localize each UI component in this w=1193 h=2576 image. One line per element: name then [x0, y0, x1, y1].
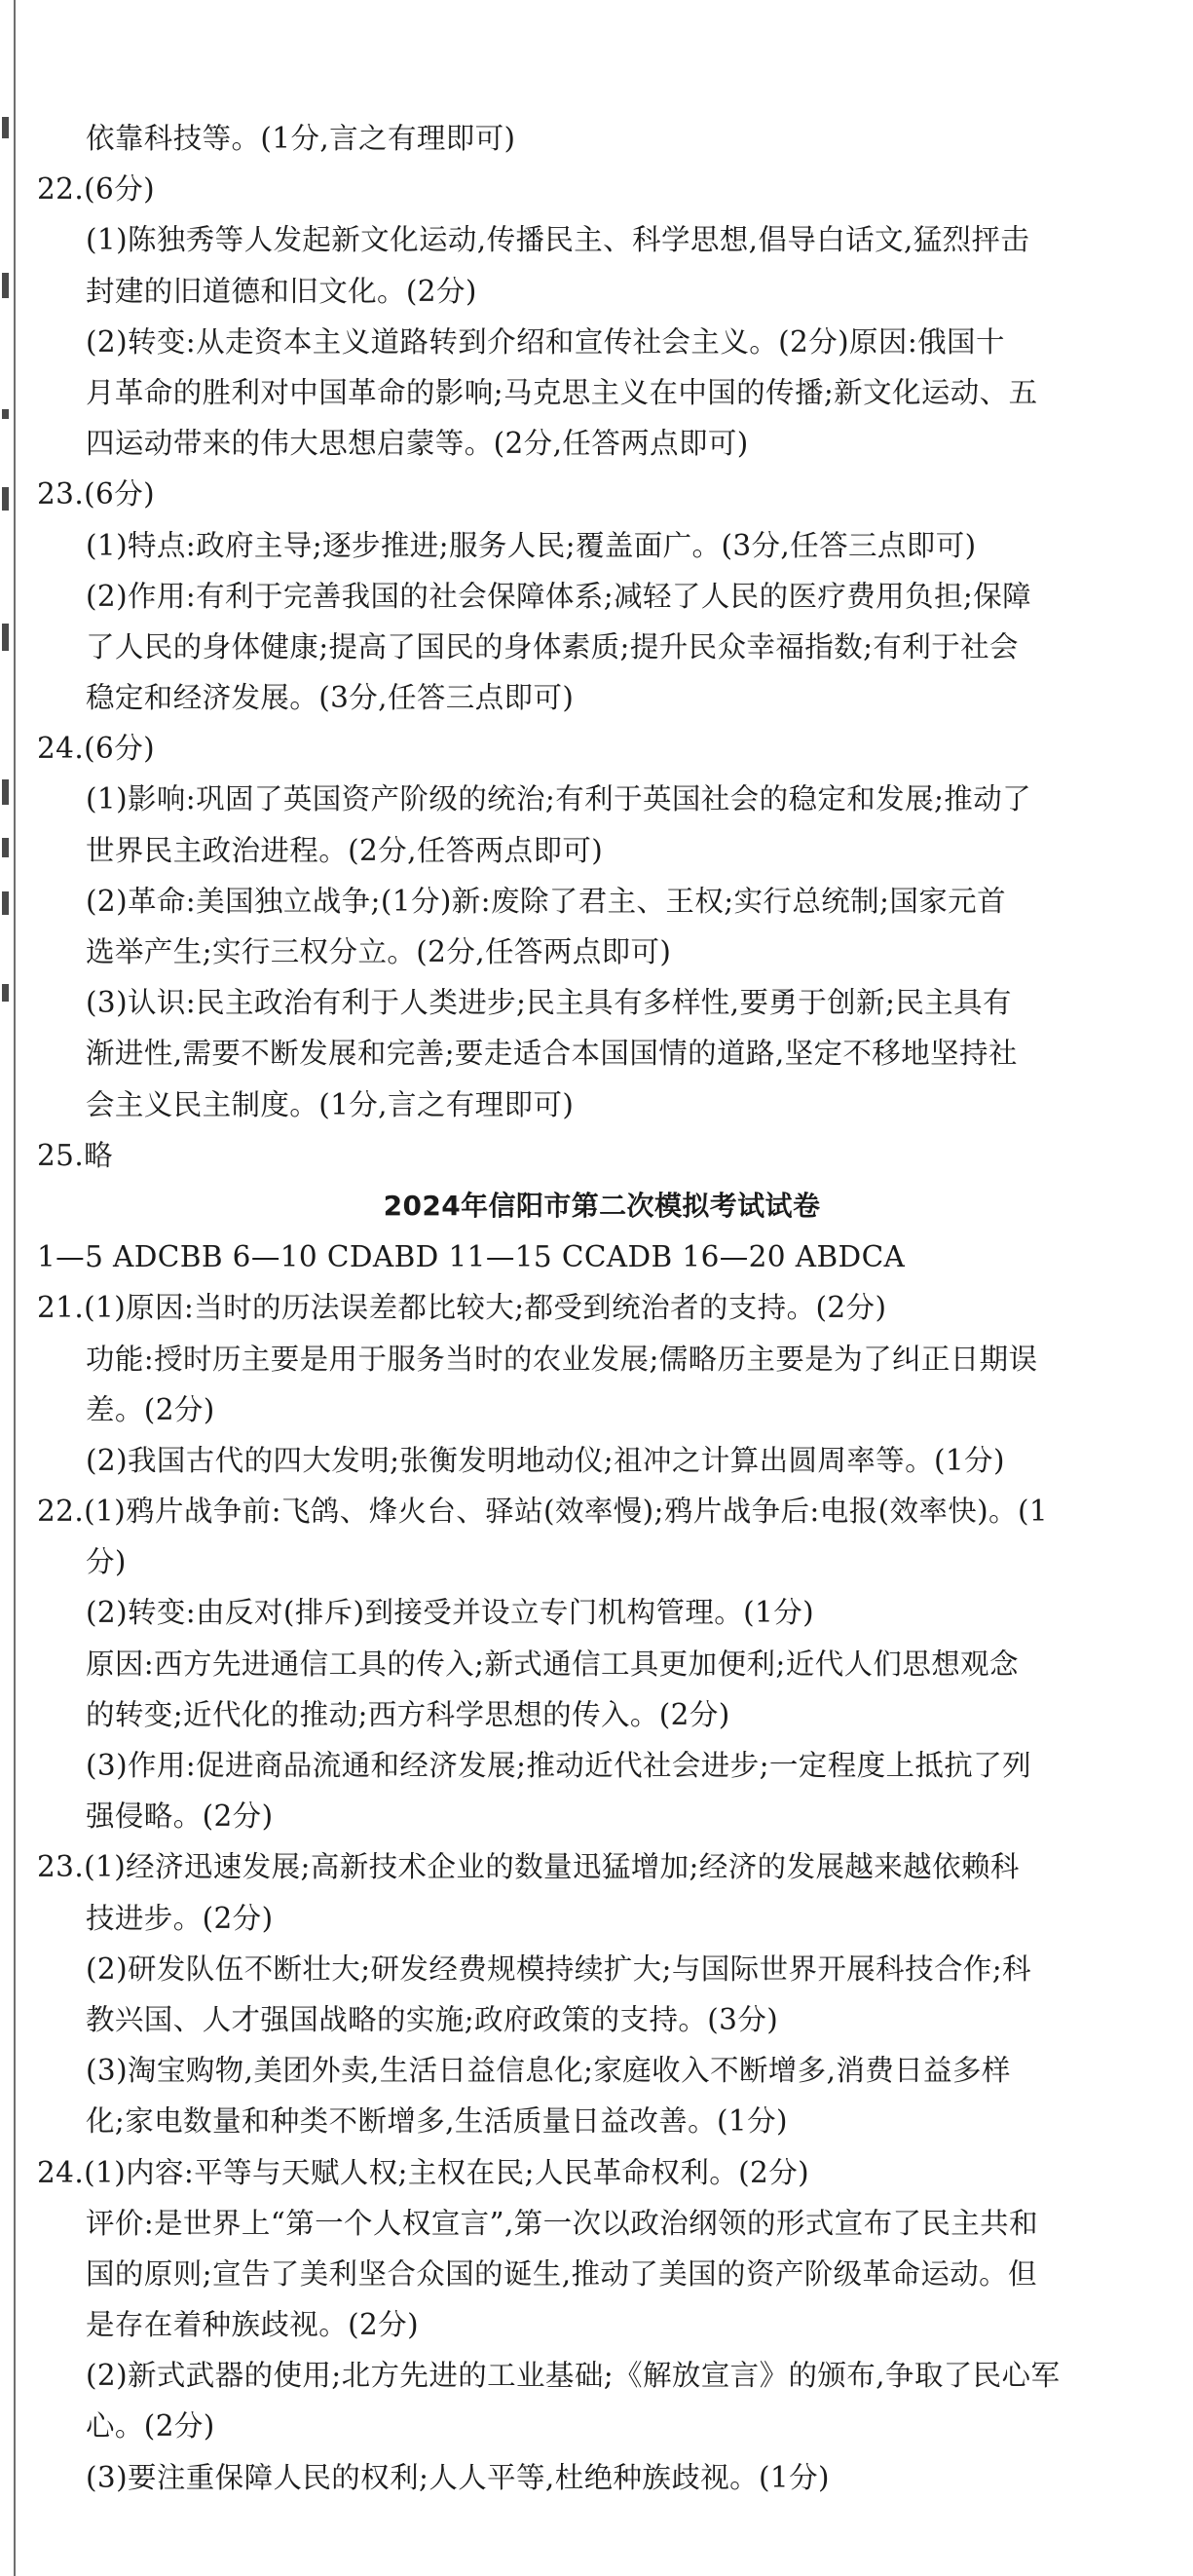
answer-line: 稳定和经济发展。(3分,任答三点即可) [86, 681, 575, 715]
answer-line: 世界民主政治进程。(2分,任答两点即可) [86, 833, 604, 867]
answer-line: 原因:西方先进通信工具的传入;新式通信工具更加便利;近代人们思想观念 [86, 1647, 1019, 1681]
answer-line: (1)影响:巩固了英国资产阶级的统治;有利于英国社会的稳定和发展;推动了 [86, 782, 1032, 816]
binding-margin-line [14, 0, 16, 2576]
margin-mark [2, 838, 9, 857]
section-heading: 2024年信阳市第二次模拟考试试卷 [383, 1189, 821, 1222]
multiple-choice-answers: 1—5 ADCBB 6—10 CDABD 11—15 CCADB 16—20 ABDCA [37, 1240, 906, 1274]
answer-line: 选举产生;实行三权分立。(2分,任答两点即可) [86, 935, 672, 968]
answer-line: 依靠科技等。(1分,言之有理即可) [86, 122, 516, 155]
answer-line: 化;家电数量和种类不断增多,生活质量日益改善。(1分) [86, 2104, 788, 2139]
question-line: 22.(6分) [37, 172, 156, 207]
margin-mark [2, 624, 9, 651]
answer-line: (2)革命:美国独立战争;(1分)新:废除了君主、王权;实行总统制;国家元首 [86, 884, 1006, 918]
answer-line: (1)陈独秀等人发起新文化运动,传播民主、科学思想,倡导白话文,猛烈抨击 [86, 223, 1030, 257]
margin-mark [2, 487, 9, 511]
answer-line: 是存在着种族歧视。(2分) [86, 2308, 419, 2342]
answer-line: (2)作用:有利于完善我国的社会保障体系;减轻了人民的医疗费用负担;保障 [86, 579, 1032, 613]
answer-line: (3)作用:促进商品流通和经济发展;推动近代社会进步;一定程度上抵抗了列 [86, 1749, 1032, 1782]
answer-line: 技进步。(2分) [86, 1901, 274, 1935]
question-line: 23.(1)经济迅速发展;高新技术企业的数量迅猛增加;经济的发展越来越依赖科 [37, 1850, 1020, 1884]
margin-mark [2, 984, 9, 1002]
answer-line: 渐进性,需要不断发展和完善;要走适合本国国情的道路,坚定不移地坚持社 [86, 1037, 1018, 1071]
question-line: 24.(6分) [37, 732, 156, 766]
answer-line: (2)新式武器的使用;北方先进的工业基础;《解放宣言》的颁布,争取了民心军 [86, 2359, 1061, 2393]
answer-line: (2)我国古代的四大发明;张衡发明地动仪;祖冲之计算出圆周率等。(1分) [86, 1443, 1005, 1477]
answer-line: 月革命的胜利对中国革命的影响;马克思主义在中国的传播;新文化运动、五 [86, 375, 1038, 409]
margin-mark [2, 891, 9, 915]
answer-line: 会主义民主制度。(1分,言之有理即可) [86, 1087, 575, 1121]
answer-line: 教兴国、人才强国战略的实施;政府政策的支持。(3分) [86, 2002, 779, 2036]
answer-line: 四运动带来的伟大思想启蒙等。(2分,任答两点即可) [86, 427, 749, 461]
answer-line: 的转变;近代化的推动;西方科学思想的传入。(2分) [86, 1697, 730, 1731]
margin-mark [2, 117, 9, 138]
answer-line: (2)研发队伍不断壮大;研发经费规模持续扩大;与国际世界开展科技合作;科 [86, 1951, 1032, 1986]
answer-line: 评价:是世界上“第一个人权宣言”,第一次以政治纲领的形式宣布了民主共和 [86, 2206, 1038, 2240]
margin-mark [2, 409, 9, 419]
question-line: 21.(1)原因:当时的历法误差都比较大;都受到统治者的支持。(2分) [37, 1291, 887, 1325]
answer-line: (3)要注重保障人民的权利;人人平等,杜绝种族歧视。(1分) [86, 2460, 830, 2494]
answer-line: (1)特点:政府主导;逐步推进;服务人民;覆盖面广。(3分,任答三点即可) [86, 528, 977, 562]
question-line: 25.略 [37, 1138, 114, 1172]
answer-line: 强侵略。(2分) [86, 1799, 274, 1834]
margin-mark [2, 779, 9, 805]
answer-line: 心。(2分) [86, 2409, 215, 2443]
question-line: 23.(6分) [37, 477, 156, 511]
answer-line: 封建的旧道德和旧文化。(2分) [86, 274, 477, 308]
answer-line: (2)转变:从走资本主义道路转到介绍和宣传社会主义。(2分)原因:俄国十 [86, 324, 1005, 359]
answer-line: (3)认识:民主政治有利于人类进步;民主具有多样性,要勇于创新;民主具有 [86, 986, 1012, 1020]
answer-line: 了人民的身体健康;提高了国民的身体素质;提升民众幸福指数;有利于社会 [86, 629, 1019, 663]
answer-line: 分) [86, 1545, 127, 1579]
answer-line: 功能:授时历主要是用于服务当时的农业发展;儒略历主要是为了纠正日期误 [86, 1342, 1038, 1376]
question-line: 24.(1)内容:平等与天赋人权;主权在民;人民革命权利。(2分) [37, 2155, 810, 2189]
question-line: 22.(1)鸦片战争前:飞鸽、烽火台、驿站(效率慢);鸦片战争后:电报(效率快)。(1 [37, 1495, 1049, 1529]
answer-content [37, 113, 1167, 2503]
answer-line: (3)淘宝购物,美团外卖,生活日益信息化;家庭收入不断增多,消费日益多样 [86, 2054, 1011, 2088]
answer-line: 国的原则;宣告了美利坚合众国的诞生,推动了美国的资产阶级革命运动。但 [86, 2256, 1037, 2291]
answer-line: (2)转变:由反对(排斥)到接受并设立专门机构管理。(1分) [86, 1596, 815, 1630]
margin-mark [2, 273, 9, 298]
answer-line: 差。(2分) [86, 1392, 215, 1426]
